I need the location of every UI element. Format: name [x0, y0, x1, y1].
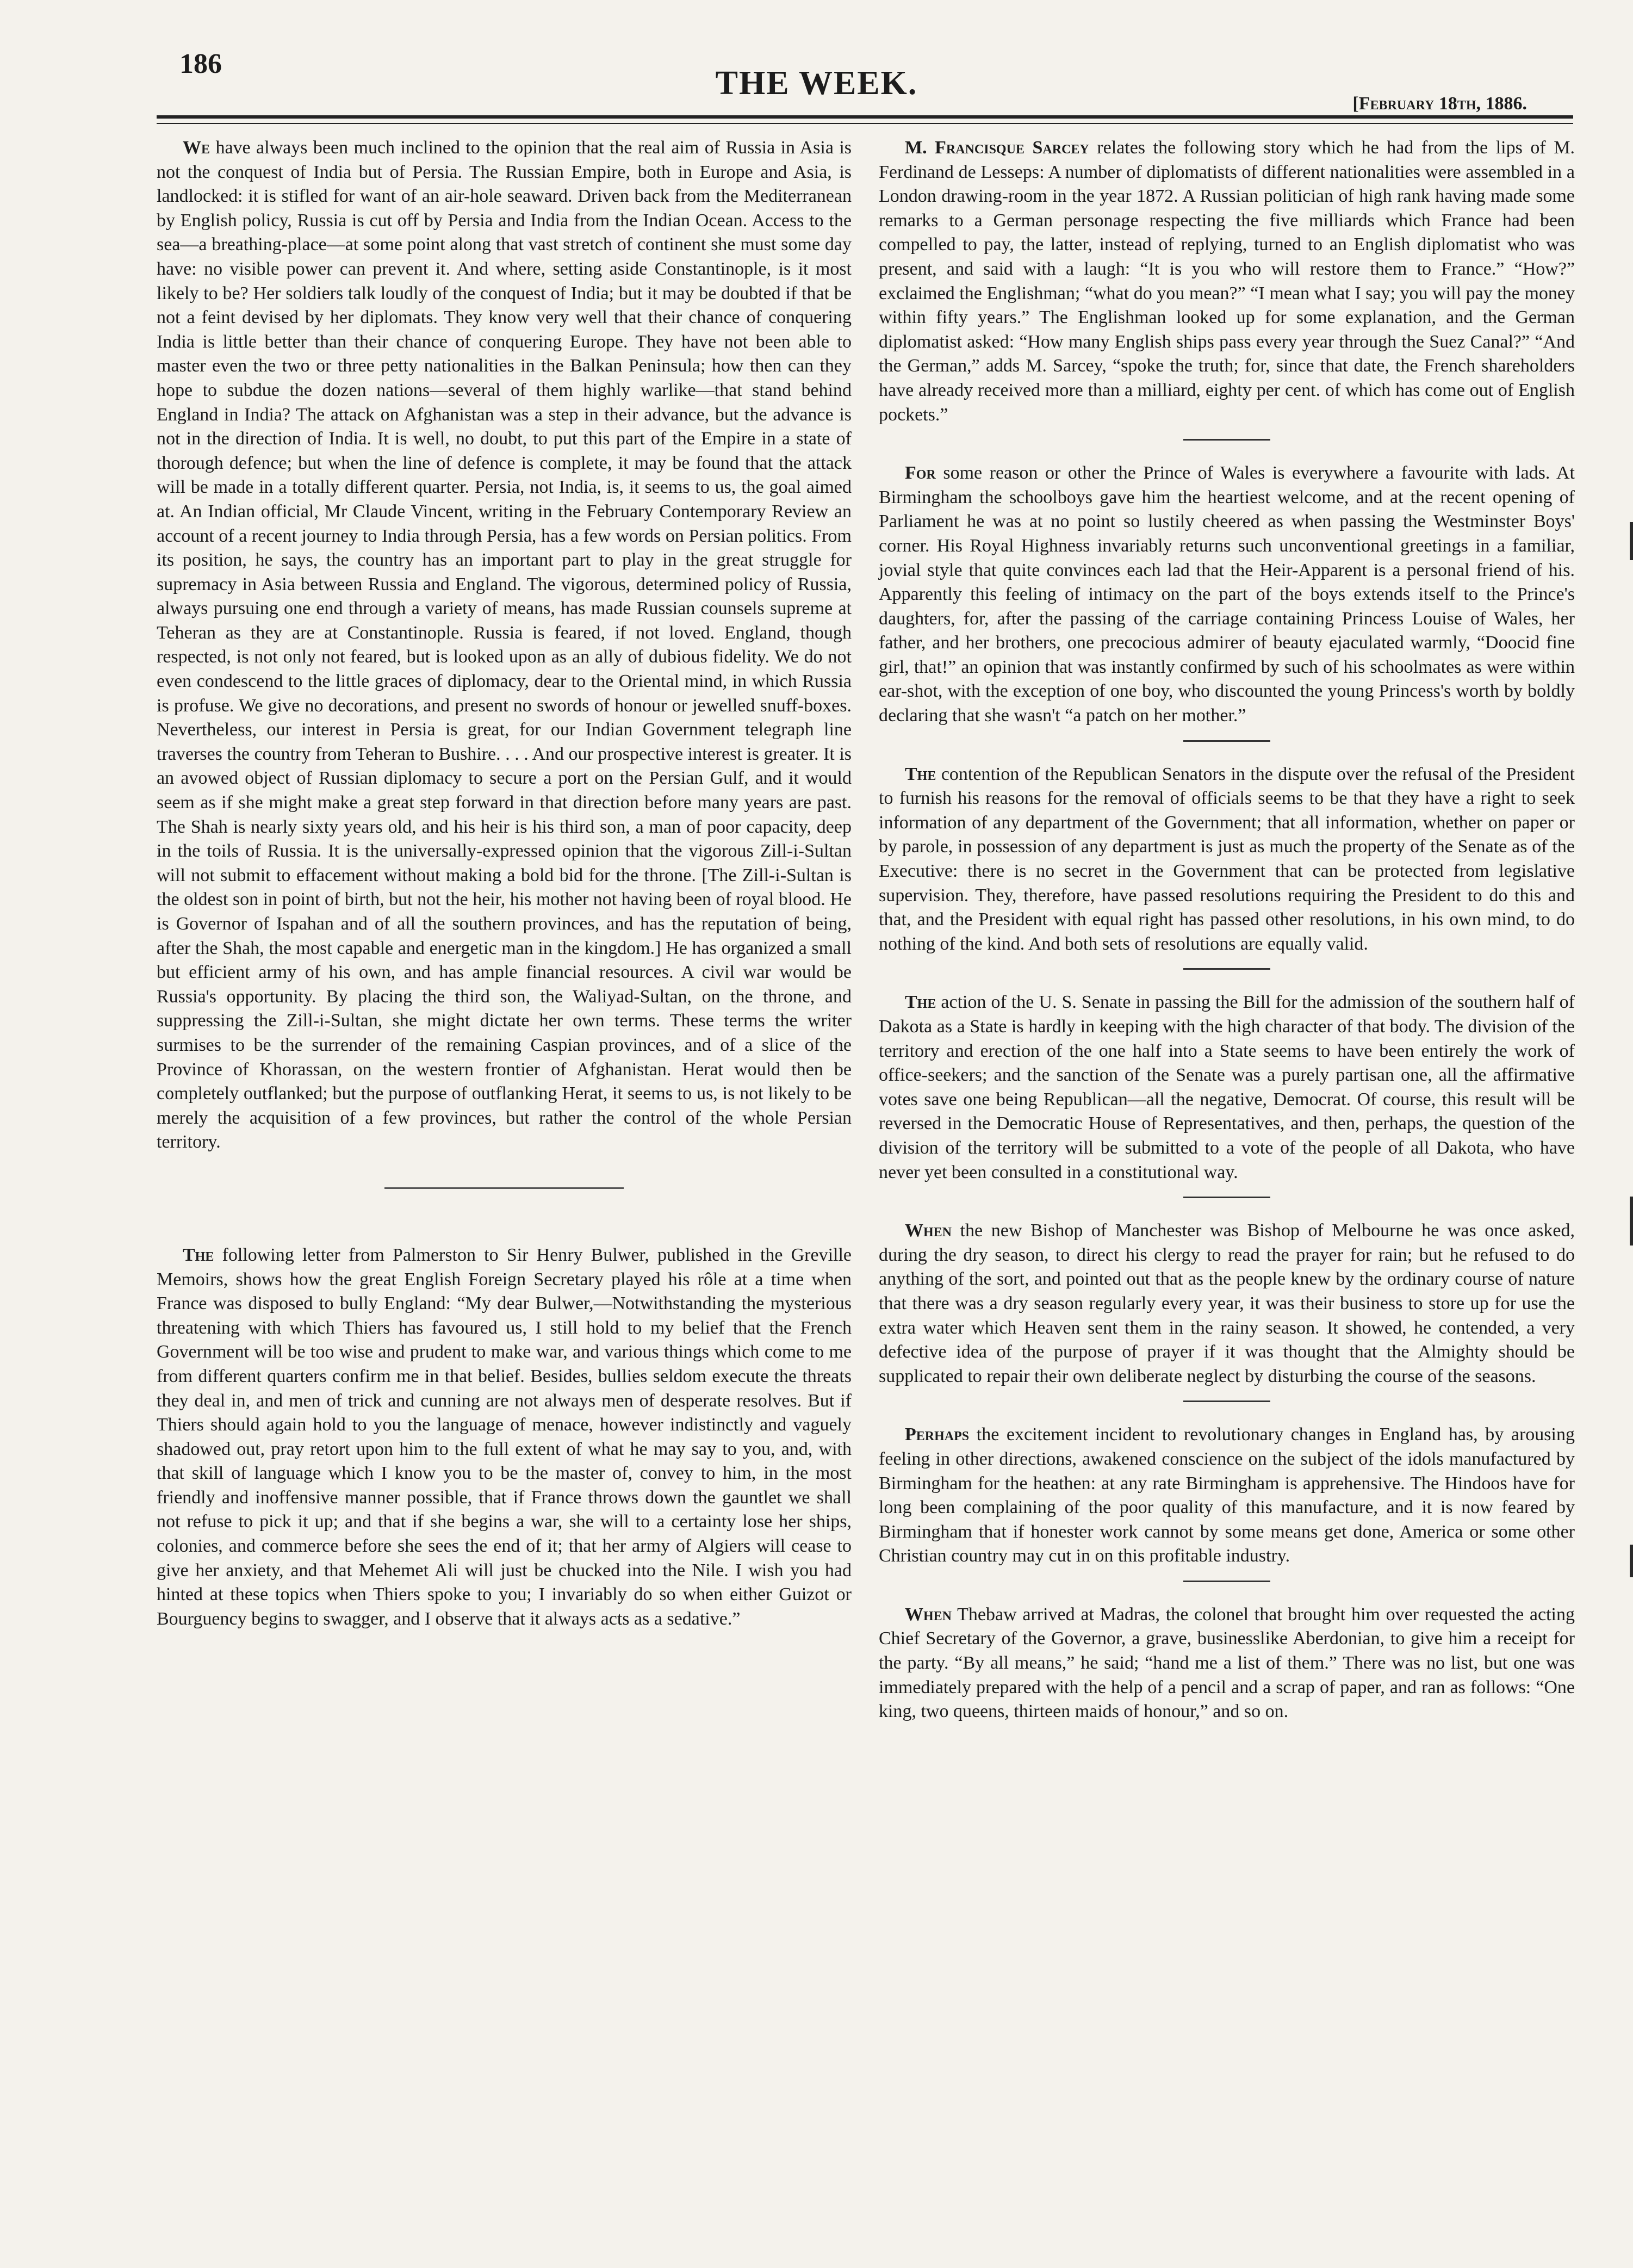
masthead-title: THE WEEK.	[715, 65, 918, 102]
article-body: have always been much inclined to the opinion that the real aim of Russia in Asia is not the conquest of India but of Persia. The Russian Empire, both in Europe and Asia, is landlocked: it is stifled for want of an air-hole seaward. Driven back from the Mediterranean by English policy, Russia is cut off by Persia and India from the Indian Ocean. Access to the sea—a breathing-place—at some point along that vast stretch of continent she must some day have: no visible power can prevent it. And where, setting aside Constantinople, is it most likely to be? Her soldiers talk loudly of the conquest of India; but it may be doubted if that be not a feint devised by her diplomats. They know very well that their chance of conquering India is little better than their chance of conquering Europe. They have not been able to master even the two or three petty nationalities in the Balkan Peninsula; how then can they hope to subdue the dozen nations—several of them highly warlike—that stand behind England in India? The attack on Afghanistan was a step in their advance, but the advance is not in the direction of India. It is well, no doubt, to put this part of the Empire in a state of thorough defence; but when the line of defence is complete, it may be found that the attack will be made in a totally different quarter. Persia, not India, is, it seems to us, the goal aimed at. An Indian official, Mr Claude Vincent, writing in the February Contemporary Review an account of a recent journey to India through Persia, has a few words on Persian politics. From its position, he says, the country has an important part to play in the great struggle for supremacy in Asia between Russia and England. The vigorous, determined policy of Russia, always pursuing one end through a variety of means, has made Russian counsels supreme at Teheran as they are at Constantinople. Russia is feared, if not loved. England, though respected, is not only not feared, but is looked upon as an ally of dubious fidelity. We do not even condescend to the little graces of diplomacy, dear to the Oriental mind, in which Russia is profuse. We give no decorations, and present no swords of honour or jewelled snuff-boxes. Nevertheless, our interest in Persia is great, for our Indian Government telegraph line traverses the country from Teheran to Bushire. . . . And our prospective interest is greater. It is an avowed object of Russian diplomacy to secure a port on the Persian Gulf, and it would seem as if she might make a great step forward in that direction before many years are past. The Shah is nearly sixty years old, and his heir is his third son, a man of poor capacity, deep in the toils of Russia. It is the universally-expressed opinion that the vigorous Zill-i-Sultan will not submit to effacement without making a bold bid for the throne. [The Zill-i-Sultan is the oldest son in point of birth, but not the heir, his mother not having been of royal blood. He is Governor of Ispahan and of all the southern provinces, and has the reputation of being, after the Shah, the most capable and energetic man in the kingdom.] He has organized a small but efficient army of his own, and has ample financial resources. A civil war would be Russia's opportunity. By placing the third son, the Waliyad-Sultan, on the throne, and suppressing the Zill-i-Sultan, she might dictate her own terms. These terms the writer surmises to be the surrender of the remaining Caspian provinces, and of a slice of the Province of Khorassan, on the western frontier of Afghanistan. Herat would then be completely outflanked; but the purpose of outflanking Herat, it seems to us, is not likely to be merely the acquisition of a few provinces, but rather the control of the whole Persian territory.	[157, 138, 852, 1152]
article-republican-senators	[879, 763, 1575, 957]
scan-edge-mark	[1630, 522, 1633, 560]
header-rule-thick	[157, 115, 1573, 119]
article-lead: M. Francisque Sarcey	[905, 138, 1089, 158]
right-column	[879, 136, 1575, 1724]
article-body: the new Bishop of Manchester was Bishop of Melbourne he was once asked, during the dry season, to direct his clergy to read the prayer for rain; but he refused to do anything of the sort, and pointed out that as the people knew by the ordinary course of nature that there was a dry season regularly every year, it was their business to store up for use the extra water which Heaven sent them in the rainy season. It showed, he contended, a very defective idea of the purpose of prayer if it was thought that the Almighty should be supplicated to repair their own deliberate neglect by disturbing the course of the seasons.	[879, 1220, 1575, 1386]
section-divider	[1183, 1581, 1270, 1582]
article-dakota	[879, 990, 1575, 1185]
article-body: action of the U. S. Senate in passing the Bill for the admission of the southern half of Dakota as a State is hardly in keeping with the high character of that body. The division of the territory and erection of the one half into a State seems to have been entirely the work of office-seekers; and the sanction of the Senate was a purely partisan one, all the affirmative votes save one being Republican—all the negative, Democrat. Of course, this result will be reversed in the Democratic House of Representatives, and then, perhaps, the question of the division of the territory will be submitted to a vote of the people of all Dakota, who have never yet been consulted in a constitutional way.	[879, 992, 1575, 1182]
article-lead: The	[905, 992, 936, 1013]
article-birmingham-idols	[879, 1423, 1575, 1569]
article-lead: The	[183, 1244, 214, 1265]
dateline: [February 18th, 1886.	[1352, 94, 1527, 114]
article-lead: We	[183, 138, 210, 158]
left-column	[157, 136, 852, 1631]
section-divider	[1183, 968, 1270, 970]
section-divider	[1183, 439, 1270, 441]
section-divider	[1183, 1197, 1270, 1198]
section-divider	[1183, 1401, 1270, 1402]
article-body: the excitement incident to revolutionary changes in England has, by arousing feeling in other directions, awakened conscience on the subject of the idols manufactured by Birmingham for the heathen: at any rate Birmingham is apprehensive. The Hindoos have for long been complaining of the poor quality of this manufacture, and it is now feared by Birmingham that if honester work cannot by some means get done, America or some other Christian country may cut in on this profitable industry.	[879, 1424, 1575, 1566]
page-number: 186	[179, 48, 222, 79]
article-lead: For	[905, 463, 936, 484]
article-palmerston-letter	[157, 1243, 852, 1632]
article-prince-of-wales	[879, 461, 1575, 728]
section-divider	[1183, 740, 1270, 742]
scan-edge-mark	[1630, 1197, 1633, 1245]
article-lead: The	[905, 764, 936, 784]
article-thebaw-madras	[879, 1603, 1575, 1724]
section-divider	[384, 1187, 624, 1189]
article-body: relates the following story which he had from the lips of M. Ferdinand de Lesseps: A number of diplomatists of different nationalities were assembled in a London drawing-room in the year 1872. A Russian politician of high rank having made some remarks to a German personage respecting the five milliards which France had been compelled to pay, the latter, instead of replying, turned to an English diplomatist who was present, and said with a laugh: “It is you who will restore them to France.” “How?” exclaimed the Englishman; “what do you mean?” “I mean what I say; you will pay the money within fifty years.” The Englishman looked up for some explanation, and the German diplomatist asked: “How many English ships pass every year through the Suez Canal?” “And the German,” adds M. Sarcey, “spoke the truth; for, since that date, the French shareholders have already received more than a milliard, eighty per cent. of which has come out of English pockets.”	[879, 138, 1575, 425]
article-russia-persia	[157, 136, 852, 1155]
article-sarcey	[879, 136, 1575, 427]
header-rule-thin	[157, 123, 1573, 124]
article-body: Thebaw arrived at Madras, the colonel that brought him over requested the acting Chief Secretary of the Governor, a grave, businesslike Aberdonian, to give him a receipt for the party. “By all means,” he said; “hand me a list of them.” There was no list, but one was immediately prepared with the help of a pencil and a scrap of paper, and ran as follows: “One king, two queens, thirteen maids of honour,” and so on.	[879, 1604, 1575, 1722]
article-lead: Perhaps	[905, 1424, 970, 1445]
article-body: following letter from Palmerston to Sir Henry Bulwer, published in the Greville Memoirs, shows how the great English Foreign Secretary played his rôle at a time when France was disposed to bully England: “My dear Bulwer,—Notwithstanding the mysterious threatening with which Thiers has favoured us, I still hold to my belief that the French Government will be too wise and prudent to make war, and various things which come to me from different quarters confirm me in that belief. Besides, bullies seldom execute the threats they deal in, and men of trick and cunning are not always men of desperate resolves. But if Thiers should again hold to you the language of menace, however indistinctly and vaguely shadowed out, pray retort upon him to the full extent of what he may say to you, and, with that skill of language which I know you to be the master of, convey to him, in the most friendly and inoffensive manner possible, that if France throws down the gauntlet we shall not refuse to pick it up; and that if she begins a war, she will to a certainty lose her ships, colonies, and commerce before she sees the end of it; that her army of Algiers will cease to give her anxiety, and that Mehemet Ali will just be chucked into the Nile. I wish you had hinted at these topics when Thiers spoke to you; I invariably do so when either Guizot or Bourguency begins to swagger, and I observe that it always acts as a sedative.”	[157, 1244, 852, 1629]
scan-edge-mark	[1630, 1545, 1633, 1577]
article-bishop-manchester	[879, 1219, 1575, 1389]
article-lead: When	[905, 1220, 952, 1241]
article-body: contention of the Republican Senators in the dispute over the refusal of the President to furnish his reasons for the removal of officials seems to be that they have a right to seek information of any department of the Government; that all information, whether on paper or by parole, in possession of any department is just as much the property of the Senate as of the Executive: there is no secret in the Government that can be protected from legislative supervision. They, therefore, have passed resolutions requiring the President to do this and that, and the President with equal right has passed other resolutions, in his own mind, to do nothing of the kind. And both sets of resolutions are equally valid.	[879, 764, 1575, 954]
article-body: some reason or other the Prince of Wales is everywhere a favourite with lads. At Birmingham the schoolboys gave him the heartiest welcome, and at the recent opening of Parliament he was at no point so lustily cheered as when passing the Westminster Boys' corner. His Royal Highness invariably returns such unconventional greetings in a familiar, jovial style that quite convinces each lad that the Heir-Apparent is a personal friend of his. Apparently this feeling of intimacy on the part of the boys extends itself to the Prince's daughters, for, after the passing of the carriage containing Princess Louise of Wales, her father, and her brothers, one precocious admirer of beauty ejaculated warmly, “Doocid fine girl, that!” an opinion that was instantly confirmed by such of his schoolmates as were within ear-shot, with the exception of one boy, who discounted the young Princess's worth by boldly declaring that she wasn't “a patch on her mother.”	[879, 463, 1575, 726]
article-lead: When	[905, 1604, 952, 1625]
